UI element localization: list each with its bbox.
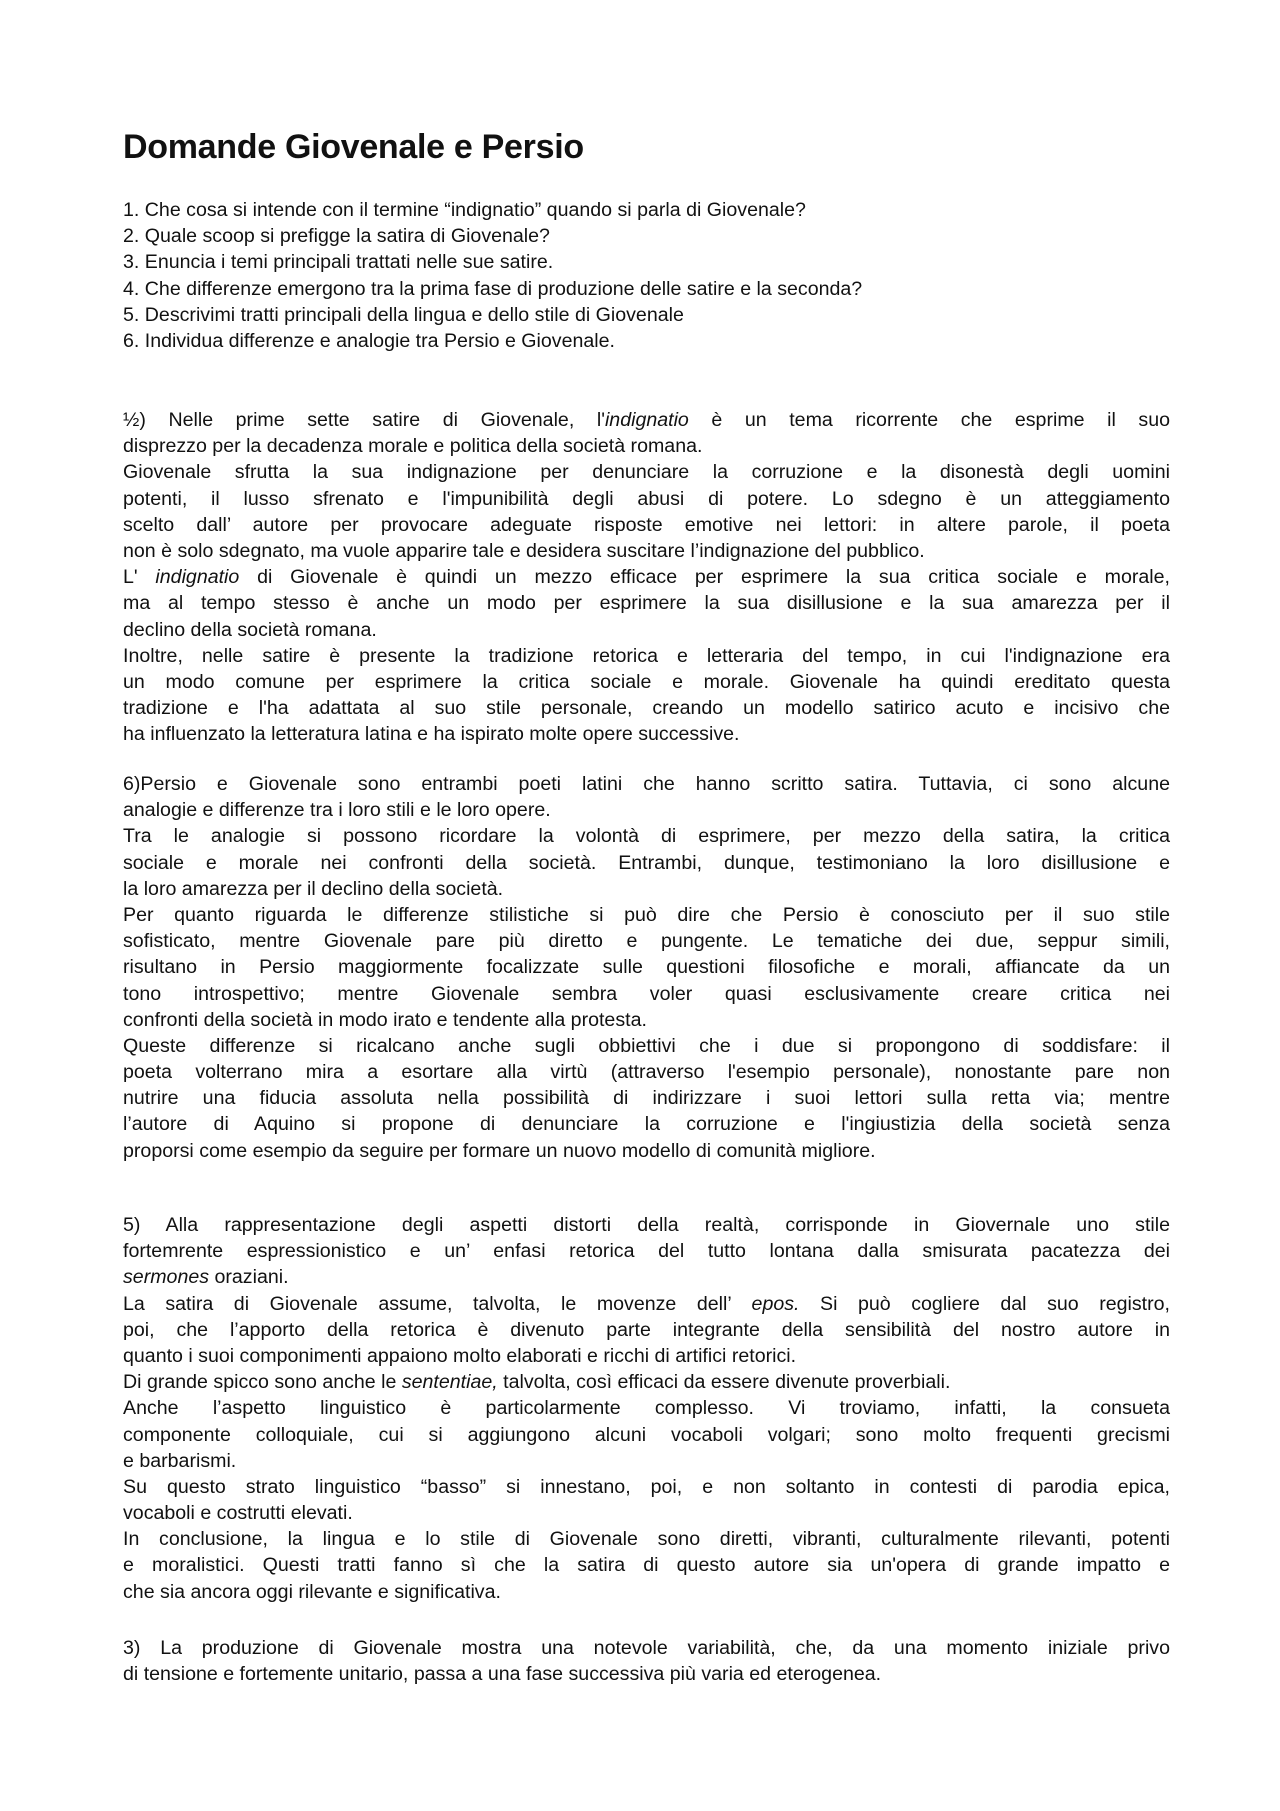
- text-line: nutrire una fiducia assoluta nella possibilità di indirizzare i suoi lettori sulla retta via; mentre: [123, 1087, 1170, 1110]
- italic-term: indignatio: [604, 409, 689, 431]
- text-line: la loro amarezza per il declino della società.: [123, 877, 504, 900]
- question-item: 5. Descrivimi tratti principali della lingua e dello stile di Giovenale: [123, 303, 684, 326]
- text-line: potenti, il lusso sfrenato e l'impunibilità degli abusi di potere. Lo sdegno è un atteggiamento: [123, 487, 1170, 510]
- text-line: scelto dall’ autore per provocare adeguate risposte emotive nei lettori: in altere parole, il poeta: [123, 513, 1170, 536]
- question-item: 3. Enuncia i temi principali trattati nelle sue satire.: [123, 251, 554, 274]
- document-title: Domande Giovenale e Persio: [123, 128, 584, 166]
- text-line: quanto i suoi componimenti appaiono molto elaborati e ricchi di artifici retorici.: [123, 1344, 797, 1367]
- text-line: sermones oraziani.: [123, 1266, 289, 1289]
- question-item: 2. Quale scoop si prefigge la satira di Giovenale?: [123, 225, 550, 248]
- text-line: Tra le analogie si possono ricordare la volontà di esprimere, per mezzo della satira, la critica: [123, 825, 1170, 848]
- text-line: ha influenzato la letteratura latina e ha ispirato molte opere successive.: [123, 723, 740, 746]
- text-line: proporsi come esempio da seguire per formare un nuovo modello di comunità migliore.: [123, 1139, 876, 1162]
- text-line: confronti della società in modo irato e tendente alla protesta.: [123, 1008, 647, 1031]
- text-line: In conclusione, la lingua e lo stile di Giovenale sono diretti, vibranti, culturalmente rilevanti, potenti: [123, 1528, 1170, 1551]
- text-line: Giovenale sfrutta la sua indignazione per denunciare la corruzione e la disonestà degli uomini: [123, 461, 1170, 484]
- text-line: declino della società romana.: [123, 618, 377, 641]
- text-line: Per quanto riguarda le differenze stilistiche si può dire che Persio è conosciuto per il suo stile: [123, 903, 1170, 926]
- text-line: ma al tempo stesso è anche un modo per esprimere la sua disillusione e la sua amarezza per il: [123, 592, 1170, 615]
- text-line: che sia ancora oggi rilevante e significativa.: [123, 1580, 501, 1603]
- text-line: un modo comune per esprimere la critica sociale e morale. Giovenale ha quindi ereditato questa: [123, 670, 1170, 693]
- text-line: l’autore di Aquino si propone di denunciare la corruzione e l'ingiustizia della società senza: [123, 1113, 1170, 1136]
- answer-6: [123, 771, 1170, 1164]
- text-line: e barbarismi.: [123, 1449, 237, 1472]
- text-line: Queste differenze si ricalcano anche sugli obbiettivi che i due si propongono di soddisfare: il: [123, 1034, 1170, 1057]
- text-line: componente colloquiale, cui si aggiungono alcuni vocaboli volgari; sono molto frequenti grecismi: [123, 1423, 1170, 1446]
- question-item: 4. Che differenze emergono tra la prima fase di produzione delle satire e la seconda?: [123, 277, 863, 300]
- text-line: vocaboli e costrutti elevati.: [123, 1502, 353, 1525]
- italic-term: epos.: [751, 1292, 800, 1315]
- text-line: non è solo sdegnato, ma vuole apparire tale e desidera suscitare l’indignazione del pubblico.: [123, 539, 925, 562]
- text-line: di tensione e fortemente unitario, passa a una fase successiva più varia ed eterogenea.: [123, 1663, 882, 1686]
- italic-term: sermones: [123, 1266, 210, 1289]
- text-line: L' indignatio di Giovenale è quindi un mezzo efficace per esprimere la sua critica sociale e morale,: [123, 566, 1170, 589]
- answer-3: [123, 1635, 1170, 1687]
- italic-term: indignatio: [155, 566, 240, 589]
- text-line: Di grande spicco sono anche le sententiae, talvolta, così efficaci da essere divenute proverbiali.: [123, 1371, 951, 1394]
- text-line: 6)Persio e Giovenale sono entrambi poeti latini che hanno scritto satira. Tuttavia, ci sono alcune: [123, 773, 1170, 795]
- text-line: poi, che l’apporto della retorica è divenuto parte integrante della sensibilità del nostro autore in: [123, 1318, 1170, 1341]
- text-line: ½) Nelle prime sette satire di Giovenale, l'indignatio è un tema ricorrente che esprime il suo: [123, 409, 1170, 431]
- text-line: poeta volterrano mira a esortare alla virtù (attraverso l'esempio personale), nonostante pare non: [123, 1061, 1170, 1084]
- text-line: 3) La produzione di Giovenale mostra una notevole variabilità, che, da una momento iniziale privo: [123, 1637, 1170, 1659]
- text-line: Inoltre, nelle satire è presente la tradizione retorica e letteraria del tempo, in cui l'indignazione era: [123, 644, 1170, 667]
- answer-5: [123, 1212, 1170, 1605]
- questions-list: [123, 197, 1170, 354]
- question-item: 1. Che cosa si intende con il termine “indignatio” quando si parla di Giovenale?: [123, 199, 806, 221]
- text-line: fortemrente espressionistico e un’ enfasi retorica del tutto lontana dalla smisurata pacatezza dei: [123, 1240, 1170, 1263]
- text-line: e moralistici. Questi tratti fanno sì che la satira di questo autore sia un'opera di grande impatto e: [123, 1554, 1170, 1577]
- text-line: analogie e differenze tra i loro stili e le loro opere.: [123, 799, 551, 822]
- text-line: 5) Alla rappresentazione degli aspetti distorti della realtà, corrisponde in Giovernale uno stile: [123, 1214, 1170, 1236]
- text-line: sofisticato, mentre Giovenale pare più diretto e pungente. Le tematiche dei due, seppur simili,: [123, 930, 1170, 953]
- text-line: sociale e morale nei confronti della società. Entrambi, dunque, testimoniano la loro disillusione e: [123, 851, 1170, 874]
- text-line: disprezzo per la decadenza morale e politica della società romana.: [123, 435, 703, 458]
- text-line: Su questo strato linguistico “basso” si innestano, poi, e non soltanto in contesti di parodia epica,: [123, 1475, 1170, 1498]
- text-line: Anche l’aspetto linguistico è particolarmente complesso. Vi troviamo, infatti, la consueta: [123, 1397, 1170, 1420]
- text-line: La satira di Giovenale assume, talvolta, le movenze dell’ epos. Si può cogliere dal suo registro,: [123, 1292, 1170, 1315]
- italic-term: sententiae,: [401, 1371, 498, 1394]
- text-line: tono introspettivo; mentre Giovenale sembra voler quasi esclusivamente creare critica nei: [123, 982, 1170, 1005]
- text-line: risultano in Persio maggiormente focalizzate sulle questioni filosofiche e morali, affiancate da un: [123, 956, 1170, 979]
- text-line: tradizione e l'ha adattata al suo stile personale, creando un modello satirico acuto e incisivo che: [123, 697, 1170, 720]
- answer-1-2: [123, 407, 1170, 747]
- question-item: 6. Individua differenze e analogie tra Persio e Giovenale.: [123, 329, 615, 352]
